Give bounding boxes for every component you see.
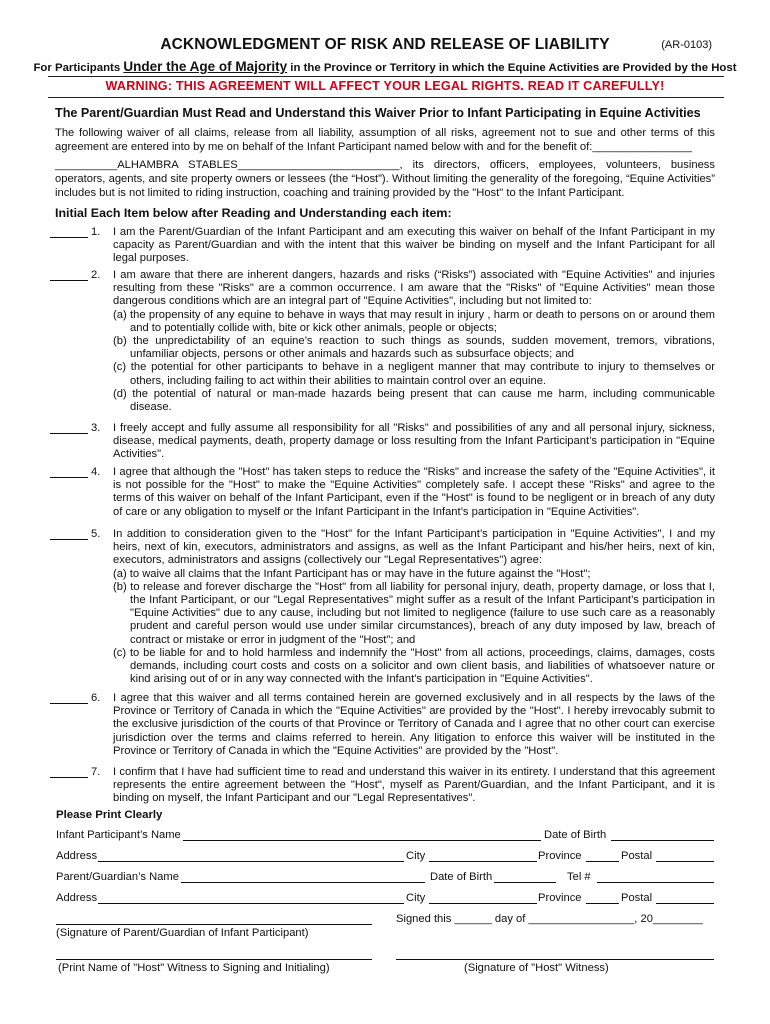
intro-paragraph-1: The following waiver of all claims, release from all liability, assumption of all risks, agreement not to sue and other terms of this agreement are entered into by me on behalf of the Infant Participant named below with and for the benefit of:________________: [55, 127, 715, 153]
parent-signature-caption: (Signature of Parent/Guardian of Infant Participant): [56, 927, 309, 939]
intro-heading: The Parent/Guardian Must Read and Understand this Waiver Prior to Infant Participating in Equine Activities: [55, 106, 701, 120]
parent-name-label: Parent/Guardian’s Name: [56, 871, 179, 883]
item-body: I agree that although the "Host" has taken steps to reduce the "Risks" and increase the safety of the "Equine Activities", it is not possible for the "Host" to make the "Equine Activities" completely safe. I accept these "Risks" and agree to the terms of this waiver on behalf of the Infant Participant, even if the "Host" is found to be negligent or in breach of any duty of care or any obligation to myself or the Infant Participant in the Infant’s participation in "Equine Activities".: [113, 466, 715, 518]
item-sub-b: (b) to release and forever discharge the "Host" from all liability for personal injury, death, property damage, or loss that I, the Infant Participant, or our "Legal Representatives" might suffer as a result of the Infant Participant’s participation in "Equine Activities" due to any cause, including but not limited to negligence (failure to use such care as a reasonably prudent and careful person would use under similar circumstances), breach of any duty imposed by law, breach of contract or mistake or error in judgment of the "Host"; and: [113, 580, 715, 646]
item-sub-b: (b) the unpredictability of an equine’s reaction to such things as sounds, sudden movement, tremors, vibrations, unfamiliar objects, persons or other animals and hazards such as subsurface objects; and: [113, 335, 715, 361]
item-number: 2.: [91, 269, 101, 281]
item-text: [113, 269, 715, 414]
address-label: Address: [56, 892, 98, 904]
postal-label: Postal: [621, 892, 653, 904]
subtitle-post: in the Province or Territory in which the Equine Activities are Provided by the Host: [287, 62, 737, 74]
dob2-label: Date of Birth: [430, 871, 493, 883]
province-label: Province: [538, 892, 582, 904]
infant-name-label: Infant Participant’s Name: [56, 829, 181, 841]
dob-label: Date of Birth: [544, 829, 607, 841]
item-sub-d: (d) the potential of natural or man-made hazards being present that can cause me harm, including communicable disease.: [113, 387, 715, 414]
intro-paragraph-2: __________ALHAMBRA STABLES__________________________, its directors, officers, employees, volunteers, business operators, agents, and site property owners or lessees (the “Host”). Without limiting the generality of the foregoing, “Equine Activities” includes but is not limited to riding instruction, coaching and training provided by the "Host" to the Infant Participant.: [55, 159, 715, 199]
item-number: 7.: [91, 766, 101, 778]
infant-row: [56, 829, 716, 843]
item-text: [113, 528, 715, 686]
item-body: I agree that this waiver and all terms contained herein are governed exclusively and in all respects by the laws of the Province or Territory of Canada in which the "Equine Activities" are provided by the "Host". I hereby irrevocably submit to the exclusive jurisdiction of the courts of that Province or Territory of Canada and I agree that no other court can exercise jurisdiction over the terms and claims referred to herein. Any litigation to enforce this waiver will be instituted in the Province or Territory of Canada in which the "Equine Activities" are provided by the "Host".: [113, 692, 715, 757]
signed-this-line: Signed this ______ day of _________________, 20________: [396, 913, 703, 925]
document-title: ACKNOWLEDGMENT OF RISK AND RELEASE OF LIABILITY: [160, 36, 610, 53]
address-field-2[interactable]: [98, 903, 404, 904]
item-sub-a: (a) to waive all claims that the Infant Participant has or may have in the future against the "Host";: [113, 567, 591, 580]
address-label: Address: [56, 850, 98, 862]
province-field-2[interactable]: [586, 903, 619, 904]
postal-field-1[interactable]: [656, 861, 714, 862]
infant-name-field[interactable]: [183, 840, 541, 841]
print-clearly-label: Please Print Clearly: [56, 809, 163, 821]
address-row-1: [56, 850, 716, 864]
postal-label: Postal: [621, 850, 653, 862]
city-label: City: [406, 850, 426, 862]
item-body: I confirm that I have had sufficient time to read and understand this waiver in its entirety. I understand that this agreement represents the entire agreement between the "Host", myself as Parent/Guardian, and the Infant Participant, and it is binding on myself, the Infant Participant and our "Legal Representatives".: [113, 766, 715, 805]
initial-field-3[interactable]: [50, 422, 88, 434]
item-sub-c: (c) to be liable for and to hold harmless and indemnify the "Host" from all actions, proceedings, claims, damages, costs demands, including court costs and costs on a solicitor and own client basis, and liabilities of whatsoever nature or kind arising out of or in any way connected with the Infant's participation in "Equine Activities".: [113, 646, 715, 686]
item-text: [113, 692, 715, 758]
tel-field[interactable]: [597, 882, 714, 883]
subtitle-pre: For Participants: [33, 62, 124, 74]
postal-field-2[interactable]: [656, 903, 714, 904]
city-field-2[interactable]: [429, 903, 537, 904]
item-body: I am aware that there are inherent dangers, hazards and risks (“Risks”) associated with "Equine Activities" and injuries resulting from these "Risks" are a common occurrence. I am aware that the "Risks" of "Equine Activities" mean those dangerous conditions which are an integral part of "Equine Activities", including but not limited to:: [113, 269, 715, 308]
item-number: 5.: [91, 528, 101, 540]
city-field-1[interactable]: [429, 861, 537, 862]
parent-signature-field[interactable]: [56, 924, 372, 925]
item-number: 3.: [91, 422, 101, 434]
item-body: In addition to consideration given to the "Host" for the Infant Participant’s participation in "Equine Activities", I and my heirs, next of kin, executors, administrators and assigns, as well as the Infant Participant and his/her heirs, next of kin, executors, administrators and assigns (collectively our "Legal Representatives") agree:: [113, 528, 715, 567]
form-code: (AR-0103): [661, 39, 712, 51]
item-text: [113, 226, 715, 266]
parent-row: [56, 871, 716, 885]
address-row-2: [56, 892, 716, 906]
initial-heading: Initial Each Item below after Reading and Understanding each item:: [55, 206, 452, 220]
item-text: [113, 466, 715, 519]
item-sub-c: (c) the potential for other participants to behave in a negligent manner that may contribute to injury to themselves or others, including failing to act within their abilities to maintain control over an equine.: [113, 361, 715, 387]
initial-field-6[interactable]: [50, 692, 88, 704]
warning-banner: WARNING: THIS AGREEMENT WILL AFFECT YOUR LEGAL RIGHTS. READ IT CAREFULLY!: [105, 79, 665, 93]
parent-name-field[interactable]: [181, 882, 425, 883]
signature-row: [56, 913, 716, 927]
item-number: 4.: [91, 466, 101, 478]
host-witness-signature-field[interactable]: [396, 959, 714, 960]
province-field-1[interactable]: [586, 861, 619, 862]
tel-label: Tel #: [567, 871, 591, 883]
item-body: I freely accept and fully assume all responsibility for all "Risks" and possibilities of any and all personal injury, sickness, disease, medical payments, death, property damage or loss resulting from the Infant Participant’s participation in "Equine Activities".: [113, 422, 715, 461]
host-row: [56, 948, 716, 962]
city-label: City: [406, 892, 426, 904]
initial-field-2[interactable]: [50, 269, 88, 281]
item-text: [113, 422, 715, 462]
divider-top: [48, 76, 724, 77]
initial-field-4[interactable]: [50, 466, 88, 478]
host-witness-name-field[interactable]: [56, 959, 372, 960]
item-sub-a: (a) the propensity of any equine to behave in ways that may result in injury , harm or death to persons on or around them and to potentially collide with, bite or kick other animals, people or objects;: [113, 308, 715, 334]
item-number: 6.: [91, 692, 101, 704]
subtitle-emphasis: Under the Age of Majority: [123, 59, 288, 74]
parent-dob-field[interactable]: [494, 882, 556, 883]
initial-field-1[interactable]: [50, 226, 88, 238]
province-label: Province: [538, 850, 582, 862]
address-field-1[interactable]: [98, 861, 404, 862]
signature-caption-row: [56, 927, 716, 941]
document-subtitle: [0, 59, 770, 74]
item-text: [113, 766, 715, 806]
initial-field-5[interactable]: [50, 528, 88, 540]
initial-field-7[interactable]: [50, 766, 88, 778]
host-signature-caption: (Signature of "Host" Witness): [464, 962, 609, 974]
infant-dob-field[interactable]: [611, 840, 714, 841]
host-name-caption: (Print Name of "Host" Witness to Signing and Initialing): [58, 962, 330, 974]
divider-warning: [48, 97, 724, 98]
item-body: I am the Parent/Guardian of the Infant Participant and am executing this waiver on behalf of the Infant Participant in my capacity as Parent/Guardian and with the intent that this waiver be binding on myself and the Infant Participant for all legal purposes.: [113, 226, 715, 265]
host-caption-row: [56, 962, 716, 976]
item-number: 1.: [91, 226, 101, 238]
